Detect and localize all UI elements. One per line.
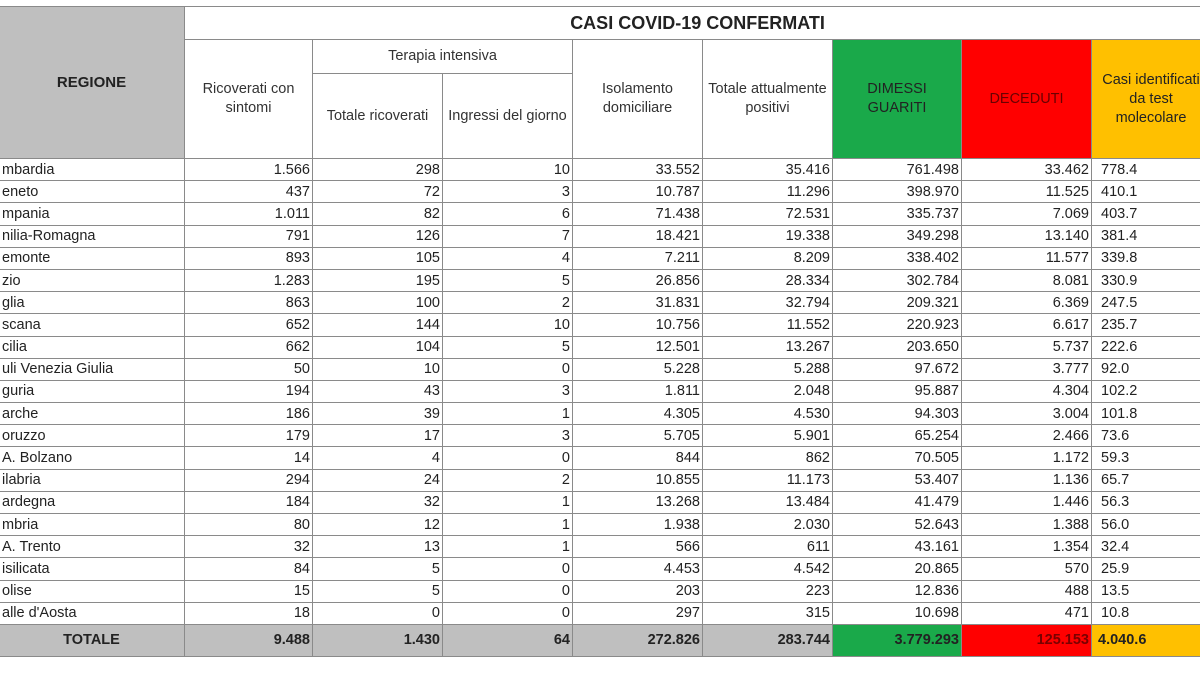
total-positivi-value: 283.744 <box>703 624 833 656</box>
table-row <box>0 181 1200 203</box>
casi-value: 73.6 <box>1092 425 1200 447</box>
table-row <box>0 247 1200 269</box>
ricoverati-value: 662 <box>185 336 313 358</box>
region-name: zio <box>0 269 185 291</box>
deceduti-value: 13.140 <box>962 225 1092 247</box>
dimessi-value: 95.887 <box>833 380 962 402</box>
total-isolamento-value: 272.826 <box>573 624 703 656</box>
ingressi-value: 1 <box>443 403 573 425</box>
ingressi-value: 4 <box>443 247 573 269</box>
positivi-value: 862 <box>703 447 833 469</box>
table-row <box>0 403 1200 425</box>
ricoverati-value: 80 <box>185 514 313 536</box>
isolamento-value: 13.268 <box>573 491 703 513</box>
deceduti-value: 471 <box>962 602 1092 624</box>
totale-ricoverati-value: 72 <box>313 181 443 203</box>
deceduti-value: 5.737 <box>962 336 1092 358</box>
dimessi-value: 52.643 <box>833 514 962 536</box>
ingressi-value: 0 <box>443 602 573 624</box>
table-row <box>0 536 1200 558</box>
header-isolamento: Isolamento domiciliare <box>573 40 703 159</box>
casi-value: 235.7 <box>1092 314 1200 336</box>
deceduti-value: 3.004 <box>962 403 1092 425</box>
totale-ricoverati-value: 24 <box>313 469 443 491</box>
casi-value: 339.8 <box>1092 247 1200 269</box>
ingressi-value: 2 <box>443 469 573 491</box>
isolamento-value: 566 <box>573 536 703 558</box>
region-name: oruzzo <box>0 425 185 447</box>
region-name: scana <box>0 314 185 336</box>
table-row <box>0 203 1200 225</box>
positivi-value: 72.531 <box>703 203 833 225</box>
ricoverati-value: 184 <box>185 491 313 513</box>
positivi-value: 2.030 <box>703 514 833 536</box>
dimessi-value: 220.923 <box>833 314 962 336</box>
ricoverati-value: 14 <box>185 447 313 469</box>
region-name: nilia-Romagna <box>0 225 185 247</box>
ricoverati-value: 1.566 <box>185 159 313 181</box>
ricoverati-value: 893 <box>185 247 313 269</box>
region-name: A. Bolzano <box>0 447 185 469</box>
casi-value: 65.7 <box>1092 469 1200 491</box>
table-row <box>0 314 1200 336</box>
deceduti-value: 11.577 <box>962 247 1092 269</box>
positivi-value: 5.901 <box>703 425 833 447</box>
region-name: ardegna <box>0 491 185 513</box>
deceduti-value: 1.354 <box>962 536 1092 558</box>
ingressi-value: 3 <box>443 380 573 402</box>
deceduti-value: 1.388 <box>962 514 1092 536</box>
isolamento-value: 26.856 <box>573 269 703 291</box>
region-name: mbria <box>0 514 185 536</box>
totale-ricoverati-value: 5 <box>313 580 443 602</box>
totale-ricoverati-value: 17 <box>313 425 443 447</box>
ricoverati-value: 15 <box>185 580 313 602</box>
totale-ricoverati-value: 105 <box>313 247 443 269</box>
region-name: olise <box>0 580 185 602</box>
ingressi-value: 5 <box>443 336 573 358</box>
header-terapia-intensiva: Terapia intensiva <box>313 40 573 74</box>
table-row <box>0 558 1200 580</box>
isolamento-value: 1.811 <box>573 380 703 402</box>
total-ingressi-value: 64 <box>443 624 573 656</box>
ingressi-value: 10 <box>443 314 573 336</box>
region-name: alle d'Aosta <box>0 602 185 624</box>
casi-value: 59.3 <box>1092 447 1200 469</box>
dimessi-value: 70.505 <box>833 447 962 469</box>
totale-ricoverati-value: 0 <box>313 602 443 624</box>
isolamento-value: 10.787 <box>573 181 703 203</box>
casi-value: 56.3 <box>1092 491 1200 513</box>
table-row <box>0 269 1200 291</box>
deceduti-value: 6.617 <box>962 314 1092 336</box>
ingressi-value: 1 <box>443 491 573 513</box>
positivi-value: 611 <box>703 536 833 558</box>
totale-ricoverati-value: 12 <box>313 514 443 536</box>
total-totale-ricoverati-value: 1.430 <box>313 624 443 656</box>
positivi-value: 8.209 <box>703 247 833 269</box>
casi-value: 778.4 <box>1092 159 1200 181</box>
deceduti-value: 1.136 <box>962 469 1092 491</box>
total-dimessi-value: 3.779.293 <box>833 624 962 656</box>
deceduti-value: 2.466 <box>962 425 1092 447</box>
ingressi-value: 0 <box>443 447 573 469</box>
ingressi-value: 1 <box>443 536 573 558</box>
ricoverati-value: 294 <box>185 469 313 491</box>
ricoverati-value: 194 <box>185 380 313 402</box>
positivi-value: 19.338 <box>703 225 833 247</box>
isolamento-value: 71.438 <box>573 203 703 225</box>
totale-ricoverati-value: 43 <box>313 380 443 402</box>
table-row <box>0 292 1200 314</box>
ricoverati-value: 32 <box>185 536 313 558</box>
isolamento-value: 12.501 <box>573 336 703 358</box>
positivi-value: 315 <box>703 602 833 624</box>
ricoverati-value: 437 <box>185 181 313 203</box>
region-name: ilabria <box>0 469 185 491</box>
totale-ricoverati-value: 126 <box>313 225 443 247</box>
dimessi-value: 65.254 <box>833 425 962 447</box>
casi-value: 13.5 <box>1092 580 1200 602</box>
casi-value: 222.6 <box>1092 336 1200 358</box>
positivi-value: 11.552 <box>703 314 833 336</box>
dimessi-value: 349.298 <box>833 225 962 247</box>
region-name: mpania <box>0 203 185 225</box>
isolamento-value: 10.855 <box>573 469 703 491</box>
casi-value: 330.9 <box>1092 269 1200 291</box>
totale-ricoverati-value: 13 <box>313 536 443 558</box>
total-deceduti-value: 125.153 <box>962 624 1092 656</box>
ricoverati-value: 791 <box>185 225 313 247</box>
positivi-value: 5.288 <box>703 358 833 380</box>
ricoverati-value: 652 <box>185 314 313 336</box>
total-row <box>0 624 1200 656</box>
ingressi-value: 3 <box>443 425 573 447</box>
totale-ricoverati-value: 4 <box>313 447 443 469</box>
ricoverati-value: 50 <box>185 358 313 380</box>
ingressi-value: 5 <box>443 269 573 291</box>
deceduti-value: 570 <box>962 558 1092 580</box>
region-name: cilia <box>0 336 185 358</box>
totale-ricoverati-value: 298 <box>313 159 443 181</box>
dimessi-value: 20.865 <box>833 558 962 580</box>
dimessi-value: 398.970 <box>833 181 962 203</box>
dimessi-value: 302.784 <box>833 269 962 291</box>
total-casi-value: 4.040.6 <box>1092 624 1200 656</box>
isolamento-value: 5.705 <box>573 425 703 447</box>
dimessi-value: 338.402 <box>833 247 962 269</box>
deceduti-value: 8.081 <box>962 269 1092 291</box>
ingressi-value: 0 <box>443 358 573 380</box>
casi-value: 247.5 <box>1092 292 1200 314</box>
covid-cases-table <box>0 6 1200 657</box>
dimessi-value: 41.479 <box>833 491 962 513</box>
totale-ricoverati-value: 144 <box>313 314 443 336</box>
ricoverati-value: 179 <box>185 425 313 447</box>
region-name: uli Venezia Giulia <box>0 358 185 380</box>
table-row <box>0 425 1200 447</box>
region-name: arche <box>0 403 185 425</box>
ricoverati-value: 1.283 <box>185 269 313 291</box>
ingressi-value: 6 <box>443 203 573 225</box>
ingressi-value: 0 <box>443 580 573 602</box>
isolamento-value: 5.228 <box>573 358 703 380</box>
ingressi-value: 2 <box>443 292 573 314</box>
deceduti-value: 1.446 <box>962 491 1092 513</box>
isolamento-value: 31.831 <box>573 292 703 314</box>
total-label: TOTALE <box>0 624 185 656</box>
positivi-value: 11.173 <box>703 469 833 491</box>
isolamento-value: 33.552 <box>573 159 703 181</box>
header-dimessi: DIMESSI GUARITI <box>833 40 962 159</box>
region-name: A. Trento <box>0 536 185 558</box>
deceduti-value: 488 <box>962 580 1092 602</box>
casi-value: 410.1 <box>1092 181 1200 203</box>
ricoverati-value: 1.011 <box>185 203 313 225</box>
totale-ricoverati-value: 82 <box>313 203 443 225</box>
header-positivi: Totale attualmente positivi <box>703 40 833 159</box>
isolamento-value: 4.305 <box>573 403 703 425</box>
table-row <box>0 358 1200 380</box>
isolamento-value: 1.938 <box>573 514 703 536</box>
casi-value: 92.0 <box>1092 358 1200 380</box>
header-deceduti: DECEDUTI <box>962 40 1092 159</box>
table-row <box>0 447 1200 469</box>
positivi-value: 2.048 <box>703 380 833 402</box>
header-regione: REGIONE <box>0 7 185 159</box>
ingressi-value: 7 <box>443 225 573 247</box>
dimessi-value: 203.650 <box>833 336 962 358</box>
table-body <box>0 159 1200 625</box>
isolamento-value: 203 <box>573 580 703 602</box>
casi-value: 56.0 <box>1092 514 1200 536</box>
totale-ricoverati-value: 10 <box>313 358 443 380</box>
header-totale-ricoverati: Totale ricoverati <box>313 74 443 159</box>
isolamento-value: 18.421 <box>573 225 703 247</box>
ingressi-value: 0 <box>443 558 573 580</box>
positivi-value: 13.267 <box>703 336 833 358</box>
deceduti-value: 4.304 <box>962 380 1092 402</box>
header-ricoverati: Ricoverati con sintomi <box>185 40 313 159</box>
dimessi-value: 12.836 <box>833 580 962 602</box>
dimessi-value: 97.672 <box>833 358 962 380</box>
header-ingressi: Ingressi del giorno <box>443 74 573 159</box>
totale-ricoverati-value: 32 <box>313 491 443 513</box>
ingressi-value: 1 <box>443 514 573 536</box>
dimessi-value: 53.407 <box>833 469 962 491</box>
dimessi-value: 43.161 <box>833 536 962 558</box>
isolamento-value: 10.756 <box>573 314 703 336</box>
totale-ricoverati-value: 104 <box>313 336 443 358</box>
isolamento-value: 844 <box>573 447 703 469</box>
table-row <box>0 514 1200 536</box>
region-name: glia <box>0 292 185 314</box>
totale-ricoverati-value: 5 <box>313 558 443 580</box>
totale-ricoverati-value: 100 <box>313 292 443 314</box>
deceduti-value: 1.172 <box>962 447 1092 469</box>
totale-ricoverati-value: 39 <box>313 403 443 425</box>
table-row <box>0 159 1200 181</box>
positivi-value: 11.296 <box>703 181 833 203</box>
ricoverati-value: 18 <box>185 602 313 624</box>
positivi-value: 13.484 <box>703 491 833 513</box>
positivi-value: 223 <box>703 580 833 602</box>
dimessi-value: 10.698 <box>833 602 962 624</box>
ricoverati-value: 186 <box>185 403 313 425</box>
casi-value: 403.7 <box>1092 203 1200 225</box>
totale-ricoverati-value: 195 <box>313 269 443 291</box>
table-row <box>0 469 1200 491</box>
dimessi-value: 209.321 <box>833 292 962 314</box>
dimessi-value: 94.303 <box>833 403 962 425</box>
casi-value: 32.4 <box>1092 536 1200 558</box>
positivi-value: 28.334 <box>703 269 833 291</box>
ingressi-value: 10 <box>443 159 573 181</box>
deceduti-value: 6.369 <box>962 292 1092 314</box>
casi-value: 102.2 <box>1092 380 1200 402</box>
region-name: isilicata <box>0 558 185 580</box>
ricoverati-value: 84 <box>185 558 313 580</box>
region-name: emonte <box>0 247 185 269</box>
positivi-value: 4.530 <box>703 403 833 425</box>
isolamento-value: 7.211 <box>573 247 703 269</box>
total-ricoverati-value: 9.488 <box>185 624 313 656</box>
isolamento-value: 297 <box>573 602 703 624</box>
dimessi-value: 761.498 <box>833 159 962 181</box>
table-row <box>0 380 1200 402</box>
header-casi: Casi identificati da test molecolare <box>1092 40 1200 159</box>
casi-value: 25.9 <box>1092 558 1200 580</box>
table-row <box>0 580 1200 602</box>
deceduti-value: 33.462 <box>962 159 1092 181</box>
positivi-value: 4.542 <box>703 558 833 580</box>
casi-value: 101.8 <box>1092 403 1200 425</box>
positivi-value: 35.416 <box>703 159 833 181</box>
positivi-value: 32.794 <box>703 292 833 314</box>
ricoverati-value: 863 <box>185 292 313 314</box>
ingressi-value: 3 <box>443 181 573 203</box>
deceduti-value: 3.777 <box>962 358 1092 380</box>
casi-value: 381.4 <box>1092 225 1200 247</box>
table-row <box>0 225 1200 247</box>
deceduti-value: 11.525 <box>962 181 1092 203</box>
table-row <box>0 336 1200 358</box>
isolamento-value: 4.453 <box>573 558 703 580</box>
table-row <box>0 491 1200 513</box>
region-name: guria <box>0 380 185 402</box>
region-name: eneto <box>0 181 185 203</box>
casi-value: 10.8 <box>1092 602 1200 624</box>
region-name: mbardia <box>0 159 185 181</box>
deceduti-value: 7.069 <box>962 203 1092 225</box>
table-title: CASI COVID-19 CONFERMATI <box>185 7 1200 40</box>
table-row <box>0 602 1200 624</box>
dimessi-value: 335.737 <box>833 203 962 225</box>
